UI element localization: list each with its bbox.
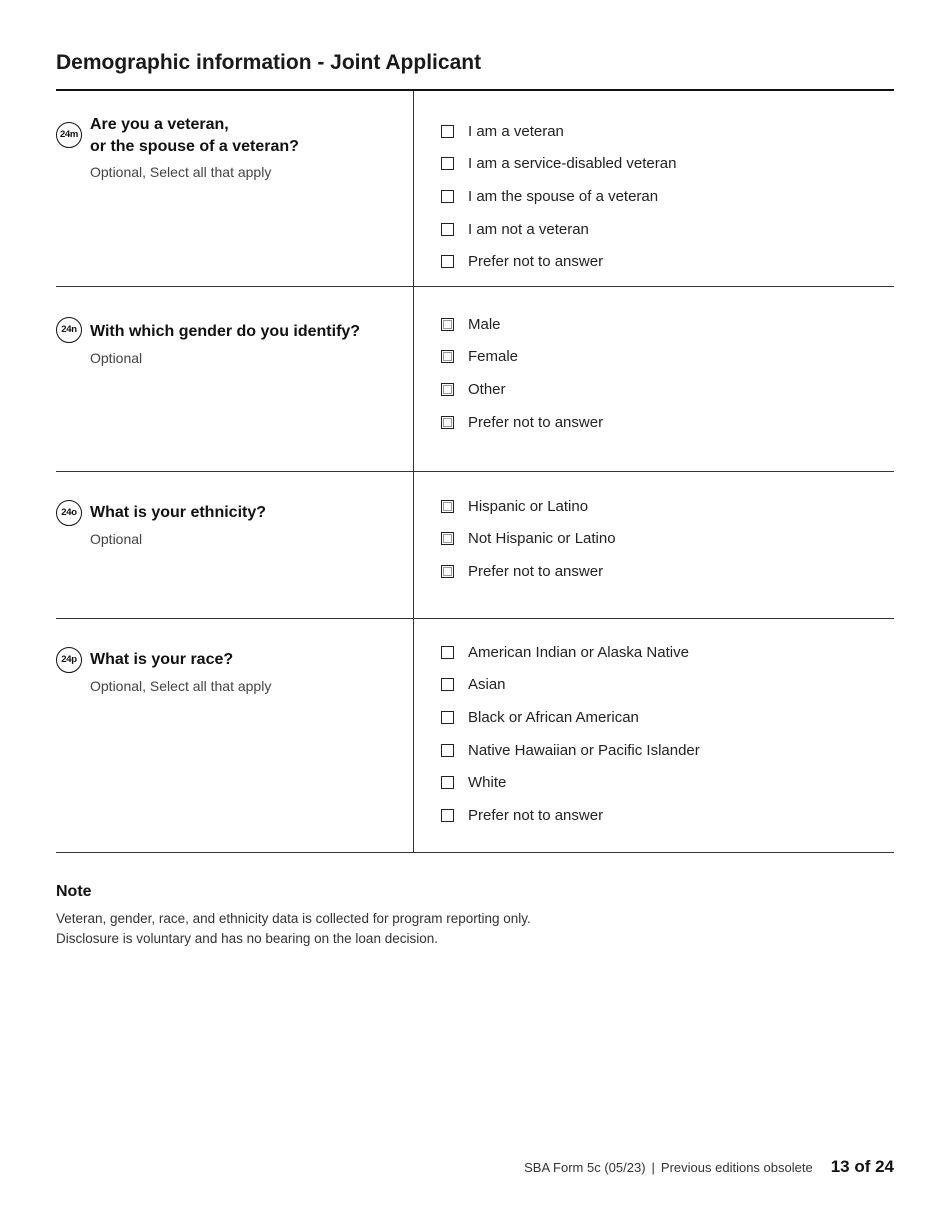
checkbox[interactable] <box>441 646 454 659</box>
option-hispanic-or-latino[interactable]: Hispanic or Latino <box>441 490 616 523</box>
checkbox[interactable] <box>441 744 454 757</box>
checkbox[interactable] <box>441 383 454 396</box>
checkbox[interactable] <box>441 565 454 578</box>
form-id: SBA Form 5c (05/23) <box>524 1160 646 1175</box>
race-options <box>441 636 700 832</box>
checkbox[interactable] <box>441 500 454 513</box>
checkbox[interactable] <box>441 809 454 822</box>
checkbox[interactable] <box>441 678 454 691</box>
option-prefer-not-to-answer[interactable]: Prefer not to answer <box>441 406 603 439</box>
checkbox[interactable] <box>441 223 454 236</box>
option-asian[interactable]: Asian <box>441 669 700 702</box>
question-text: What is your race? <box>90 651 234 668</box>
checkbox[interactable] <box>441 318 454 331</box>
question-number-badge: 24n <box>56 317 82 343</box>
checkbox[interactable] <box>441 350 454 363</box>
question-race <box>56 619 894 853</box>
option-native-hawaiian-or-pacific-islander[interactable]: Native Hawaiian or Pacific Islander <box>441 734 700 767</box>
question-ethnicity <box>56 472 894 619</box>
editions-notice: Previous editions obsolete <box>660 1160 813 1175</box>
checkbox[interactable] <box>441 157 454 170</box>
page-footer <box>524 1157 894 1177</box>
gender-options <box>441 308 603 438</box>
question-number-badge: 24o <box>56 500 82 526</box>
checkbox[interactable] <box>441 532 454 545</box>
checkbox[interactable] <box>441 255 454 268</box>
question-veteran <box>56 91 894 287</box>
question-text: With which gender do you identify? <box>90 323 361 340</box>
note-title: Note <box>56 883 92 900</box>
page-number: 13 of 24 <box>830 1157 894 1176</box>
option-other[interactable]: Other <box>441 373 603 406</box>
option-not-hispanic-or-latino[interactable]: Not Hispanic or Latino <box>441 523 616 556</box>
option-prefer-not-to-answer[interactable]: Prefer not to answer <box>441 245 676 278</box>
question-text-line2: or the spouse of a veteran? <box>90 138 299 155</box>
option-male[interactable]: Male <box>441 308 603 341</box>
checkbox[interactable] <box>441 711 454 724</box>
note-line: Disclosure is voluntary and has no bearing on the loan decision. <box>56 931 438 946</box>
question-text-line1: Are you a veteran, <box>90 116 229 133</box>
option-female[interactable]: Female <box>441 341 603 374</box>
option-american-indian-or-alaska-native[interactable]: American Indian or Alaska Native <box>441 636 700 669</box>
page-title: Demographic information - Joint Applicant <box>56 51 482 74</box>
question-hint: Optional, Select all that apply <box>90 678 272 694</box>
note-line: Veteran, gender, race, and ethnicity data is collected for program reporting only. <box>56 911 531 926</box>
option-white[interactable]: White <box>441 766 700 799</box>
question-text: What is your ethnicity? <box>90 504 267 521</box>
question-hint: Optional <box>90 531 143 547</box>
ethnicity-options <box>441 490 616 588</box>
option-service-disabled-veteran[interactable]: I am a service-disabled veteran <box>441 148 676 181</box>
checkbox[interactable] <box>441 776 454 789</box>
footer-separator: | <box>651 1160 655 1175</box>
option-prefer-not-to-answer[interactable]: Prefer not to answer <box>441 555 616 588</box>
option-veteran[interactable]: I am a veteran <box>441 115 676 148</box>
question-number-badge: 24m <box>56 122 82 148</box>
question-hint: Optional, Select all that apply <box>90 164 272 180</box>
question-number-badge: 24p <box>56 647 82 673</box>
option-black-or-african-american[interactable]: Black or African American <box>441 701 700 734</box>
veteran-options <box>441 115 676 278</box>
option-prefer-not-to-answer[interactable]: Prefer not to answer <box>441 799 700 832</box>
question-gender <box>56 287 894 472</box>
checkbox[interactable] <box>441 416 454 429</box>
checkbox[interactable] <box>441 190 454 203</box>
checkbox[interactable] <box>441 125 454 138</box>
option-not-veteran[interactable]: I am not a veteran <box>441 213 676 246</box>
question-hint: Optional <box>90 350 143 366</box>
question-text <box>90 114 299 158</box>
option-spouse-of-veteran[interactable]: I am the spouse of a veteran <box>441 180 676 213</box>
